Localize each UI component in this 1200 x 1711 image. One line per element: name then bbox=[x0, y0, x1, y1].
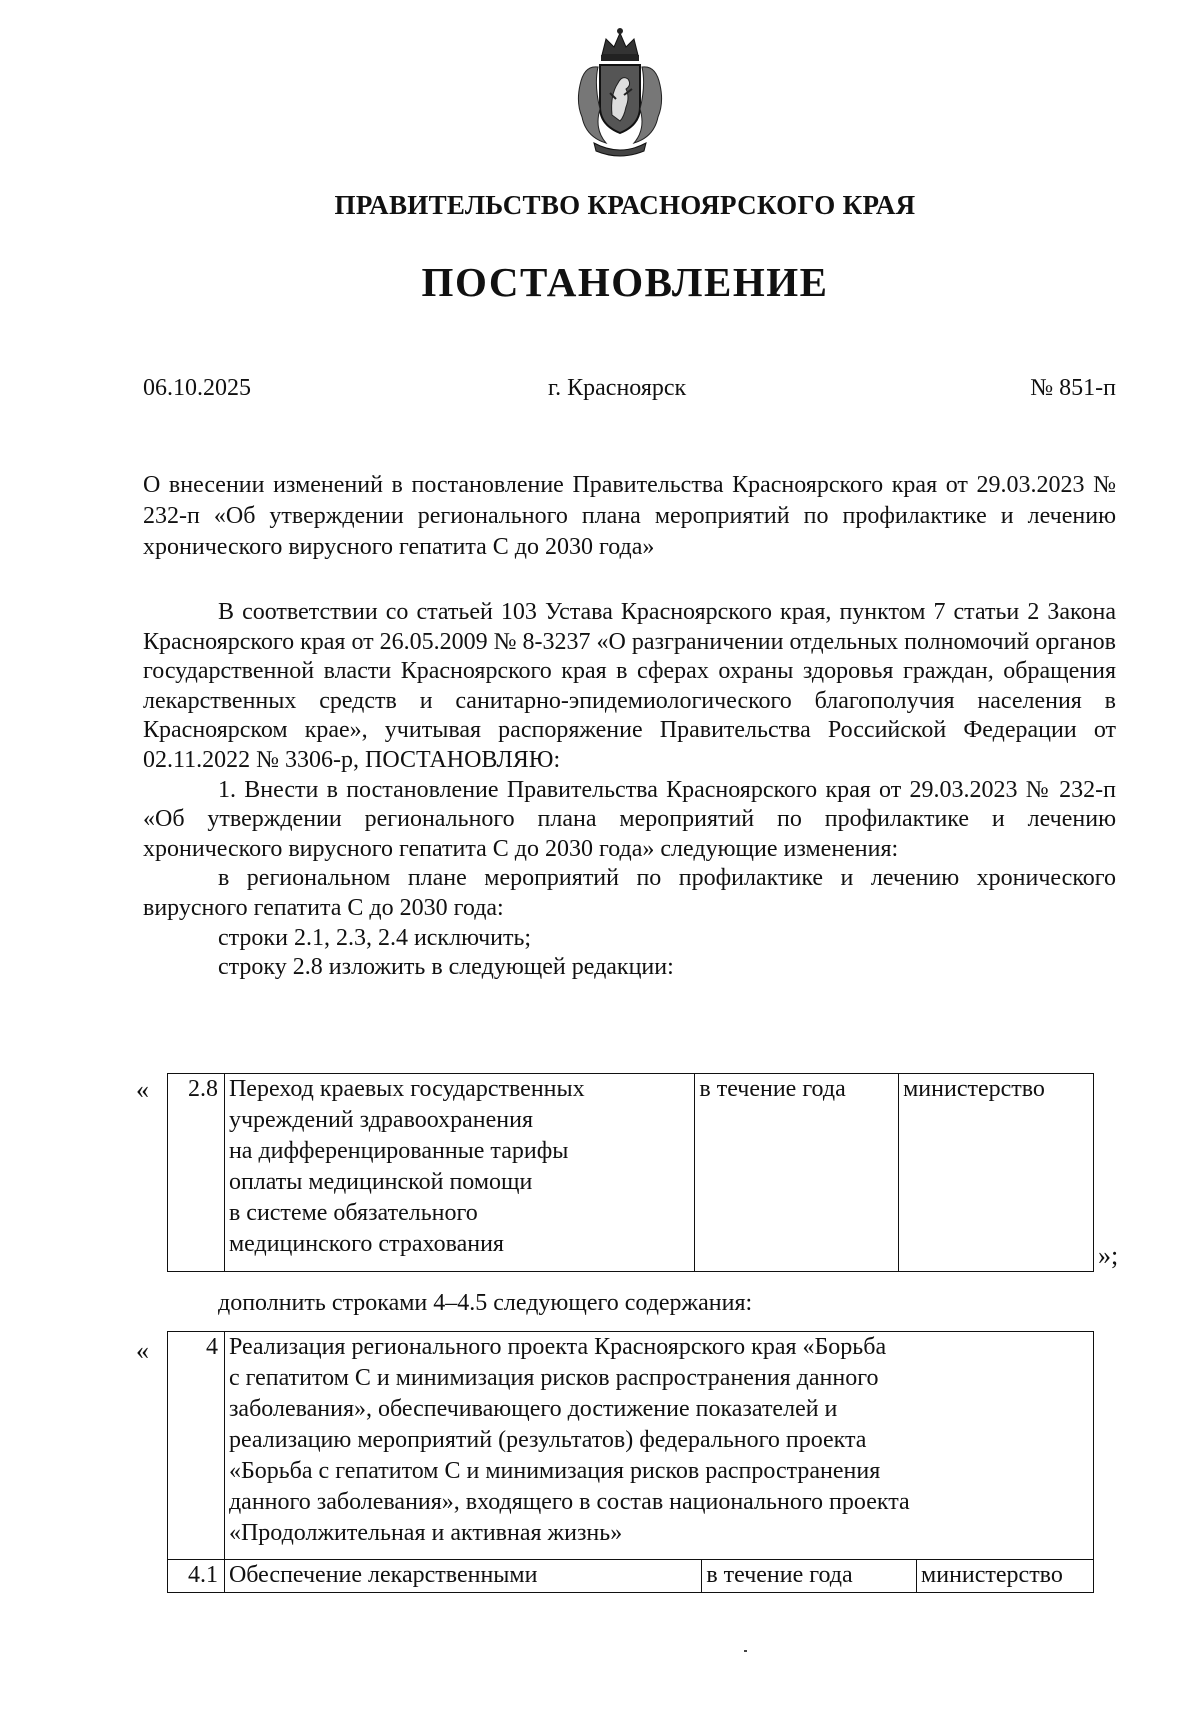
exclude-rows-line: строки 2.1, 2.3, 2.4 исключить; bbox=[218, 924, 532, 951]
row-text-line: реализацию мероприятий (результатов) федерального проекта bbox=[228, 1427, 867, 1453]
row-responsible-cell: министерство bbox=[899, 1074, 1094, 1272]
preamble-paragraph: В соответствии со статьей 103 Устава Красноярского края, пунктом 7 статьи 2 Закона Красноярского края от 26.05.2009 № 8-3237 «О разграничении отдельных полномочий органов государственной власти Красноярского края в сферах охраны здоровья граждан, обращения лекарственных средств и санитарно-эпидемиологического благополучия населения в Красноярском крае», учитывая распоряжение Правительства Российской Федерации от 02.11.2022 № 3306-р, ПОСТАНОВЛЯЮ: bbox=[143, 599, 1116, 773]
row-number-cell: 4.1 bbox=[168, 1560, 225, 1593]
document-type: ПОСТАНОВЛЕНИЕ bbox=[421, 259, 829, 305]
table-row bbox=[168, 1332, 1094, 1560]
table-row bbox=[168, 1560, 1094, 1593]
table1-open-quote: « bbox=[136, 1075, 149, 1104]
row-text-line: на дифференцированные тарифы bbox=[228, 1138, 569, 1164]
document-date: 06.10.2025 bbox=[143, 375, 251, 401]
document-number: № 851-п bbox=[1030, 375, 1116, 401]
row-text-cell bbox=[224, 1074, 694, 1272]
document-body bbox=[143, 598, 1116, 983]
table1-close-quote: »; bbox=[1098, 1241, 1119, 1270]
row-responsible-cell: министерство bbox=[917, 1560, 1094, 1593]
row-text-line: оплаты медицинской помощи bbox=[228, 1169, 533, 1195]
row-text-line: «Продолжительная и активная жизнь» bbox=[228, 1520, 623, 1546]
row-2-8-intro-line: строку 2.8 изложить в следующей редакции: bbox=[218, 954, 674, 981]
row-text-line: Реализация регионального проекта Красноярского края «Борьба bbox=[228, 1334, 887, 1360]
add-rows-line: дополнить строками 4–4.5 следующего содержания: bbox=[218, 1290, 753, 1316]
document-subject: О внесении изменений в постановление Правительства Красноярского края от 29.03.2023 № 232-п «Об утверждении регионального плана мероприятий по профилактике и лечению хронического вирусного гепатита С до 2030 года» bbox=[143, 472, 1116, 560]
plan-intro-paragraph: в региональном плане мероприятий по профилактике и лечению хронического вирусного гепатита С до 2030 года: bbox=[143, 865, 1116, 921]
row-text-line: в системе обязательного bbox=[228, 1200, 478, 1226]
scan-speck bbox=[744, 1650, 747, 1652]
row-text-line: медицинского страхования bbox=[228, 1231, 504, 1257]
table2-open-quote: « bbox=[136, 1336, 149, 1365]
row-term-cell: в течение года bbox=[702, 1560, 917, 1593]
row-text-cell bbox=[224, 1332, 1093, 1560]
row-text-line: заболевания», обеспечивающего достижение показателей и bbox=[228, 1396, 838, 1422]
row-text-line: Переход краевых государственных bbox=[228, 1076, 585, 1102]
government-title: ПРАВИТЕЛЬСТВО КРАСНОЯРСКОГО КРАЯ bbox=[334, 190, 916, 220]
row-text-line: данного заболевания», входящего в состав национального проекта bbox=[228, 1489, 910, 1515]
table-row bbox=[168, 1074, 1094, 1272]
row-text-cell: Обеспечение лекарственными bbox=[224, 1560, 701, 1593]
table-row-2-8 bbox=[167, 1073, 1094, 1272]
item-1-paragraph: 1. Внести в постановление Правительства Красноярского края от 29.03.2023 № 232-п «Об утверждении регионального плана мероприятий по профилактике и лечению хронического вирусного гепатита С до 2030 года» следующие изменения: bbox=[143, 776, 1116, 862]
row-term-cell: в течение года bbox=[695, 1074, 899, 1272]
document-city: г. Красноярск bbox=[548, 375, 687, 401]
row-number-cell: 4 bbox=[168, 1332, 225, 1560]
krasnoyarsk-coat-of-arms-icon bbox=[570, 25, 670, 160]
row-number-cell: 2.8 bbox=[168, 1074, 225, 1272]
row-text-line: учреждений здравоохранения bbox=[228, 1107, 534, 1133]
row-text-line: с гепатитом С и минимизация рисков распространения данного bbox=[228, 1365, 879, 1391]
table-rows-4-4-5 bbox=[167, 1331, 1094, 1593]
row-text-line: «Борьба с гепатитом С и минимизация рисков распространения bbox=[228, 1458, 881, 1484]
